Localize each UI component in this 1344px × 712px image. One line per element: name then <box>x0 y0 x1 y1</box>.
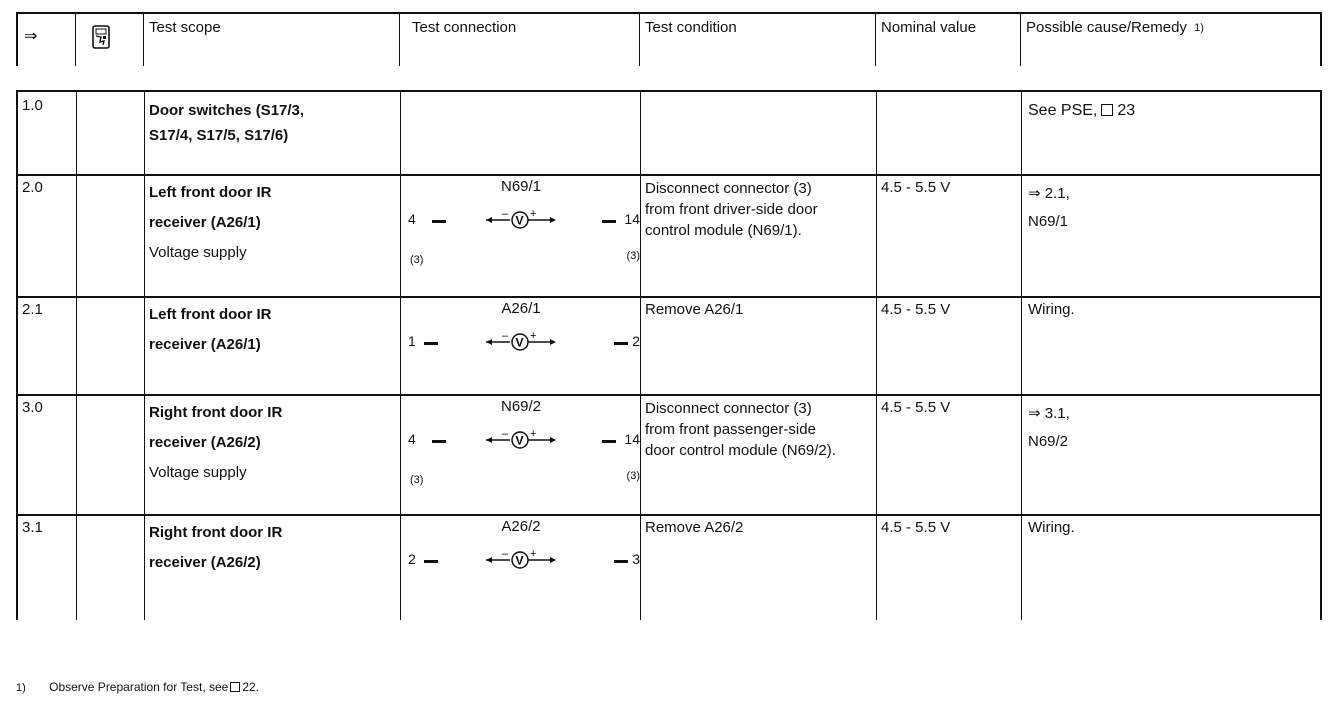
nominal-value: 4.5 - 5.5 V <box>881 179 951 196</box>
voltmeter-icon <box>486 331 556 353</box>
pin-left: 1 <box>408 333 416 349</box>
test-scope: Door switches (S17/3, S17/4, S17/5, S17/6) <box>149 102 305 144</box>
table-header <box>16 12 1322 66</box>
pin-right: 2 <box>632 333 640 349</box>
header-test-condition: Test condition <box>640 14 876 66</box>
table-row <box>18 92 1320 176</box>
connector-right: (3) <box>626 250 640 262</box>
footnote-ref: 22. <box>242 680 260 694</box>
pin-left: 4 <box>408 211 416 227</box>
svg-text:+: + <box>530 429 537 440</box>
svg-text:–: – <box>502 549 509 560</box>
footnote-marker: 1) <box>16 682 26 694</box>
nominal-value: 4.5 - 5.5 V <box>881 399 951 416</box>
voltmeter-icon <box>486 209 556 231</box>
test-connection <box>402 514 640 620</box>
header-arrow: ⇒ <box>18 14 76 66</box>
remedy: Wiring. <box>1028 301 1075 318</box>
svg-text:+: + <box>530 331 537 342</box>
step-number: 2.1 <box>22 301 43 318</box>
tester-icon <box>91 25 111 49</box>
table-row <box>18 514 1320 620</box>
component-label: N69/1 <box>500 178 542 195</box>
connector-right: (3) <box>626 470 640 482</box>
component-label: A26/1 <box>501 300 541 317</box>
pin-right: 3 <box>632 551 640 567</box>
pin-right: 14 <box>624 211 640 227</box>
header-remedy <box>1021 14 1320 66</box>
svg-text:–: – <box>502 331 509 342</box>
component-label: N69/2 <box>500 398 542 415</box>
nominal-value: 4.5 - 5.5 V <box>881 301 951 318</box>
test-condition: Remove A26/1 <box>645 301 744 318</box>
header-nominal-value: Nominal value <box>876 14 1021 66</box>
footnote-text: Observe Preparation for Test, see <box>49 680 229 694</box>
step-number: 1.0 <box>22 97 43 114</box>
voltmeter-icon <box>486 429 556 451</box>
header-remedy-label: Possible cause/Remedy <box>1026 19 1187 36</box>
remedy: ⇒ 3.1, N69/2 <box>1028 405 1070 450</box>
test-scope: Left front door IR receiver (A26/1) <box>149 306 272 353</box>
remedy: ⇒ 2.1, N69/1 <box>1028 185 1070 230</box>
test-scope: Right front door IR receiver (A26/2) <box>149 524 283 571</box>
svg-text:–: – <box>502 209 509 220</box>
svg-text:–: – <box>502 429 509 440</box>
table-row <box>18 296 1320 396</box>
connector-left: (3) <box>410 254 424 266</box>
remedy: See PSE, 23 <box>1028 102 1136 119</box>
test-connection <box>402 394 640 514</box>
test-table <box>16 90 1322 620</box>
test-scope: Left front door IR receiver (A26/1) Voltage supply <box>149 184 272 261</box>
voltmeter-icon <box>486 549 556 571</box>
header-test-scope: Test scope <box>144 14 400 66</box>
header-remedy-footnote: 1) <box>1194 22 1204 34</box>
step-number: 3.0 <box>22 399 43 416</box>
test-condition: Disconnect connector (3) from front driver-side door control module (N69/1). <box>645 180 818 239</box>
test-condition: Disconnect connector (3) from front passenger-side door control module (N69/2). <box>645 400 836 459</box>
pin-left: 4 <box>408 431 416 447</box>
footnote <box>16 680 259 694</box>
test-condition: Remove A26/2 <box>645 519 744 536</box>
component-label: A26/2 <box>501 518 541 535</box>
table-row <box>18 394 1320 516</box>
step-number: 2.0 <box>22 179 43 196</box>
book-ref-icon <box>230 682 240 692</box>
test-connection <box>402 174 640 296</box>
svg-text:V: V <box>515 553 524 568</box>
svg-text:V: V <box>515 213 524 228</box>
svg-text:+: + <box>530 549 537 560</box>
remedy: Wiring. <box>1028 519 1075 536</box>
step-number: 3.1 <box>22 519 43 536</box>
svg-text:V: V <box>515 335 524 350</box>
nominal-value: 4.5 - 5.5 V <box>881 519 951 536</box>
book-ref-icon <box>1101 104 1113 116</box>
pin-right: 14 <box>624 431 640 447</box>
header-test-connection: Test connection <box>400 14 640 66</box>
pin-left: 2 <box>408 551 416 567</box>
test-scope: Right front door IR receiver (A26/2) Voltage supply <box>149 404 283 481</box>
header-icon-cell <box>76 14 144 66</box>
connector-left: (3) <box>410 474 424 486</box>
svg-text:V: V <box>515 433 524 448</box>
test-connection <box>402 296 640 394</box>
table-row <box>18 174 1320 298</box>
svg-text:+: + <box>530 209 537 220</box>
